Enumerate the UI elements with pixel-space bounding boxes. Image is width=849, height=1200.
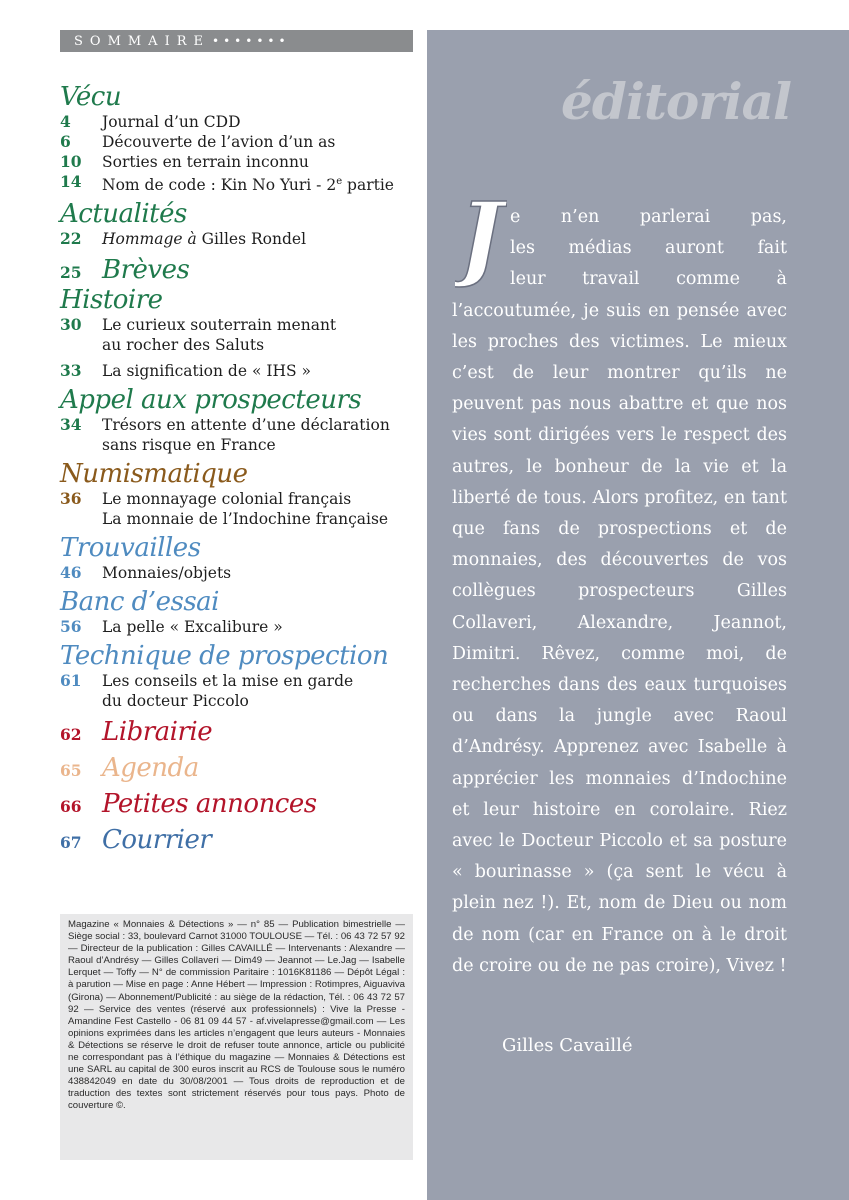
toc-entry[interactable] [60, 315, 420, 355]
section-title-agenda: Agenda [102, 753, 199, 784]
section-title-banc-essai[interactable]: Banc d’essai [60, 587, 219, 618]
entry-line: Les conseils et la mise en garde [102, 672, 354, 691]
section-banc-essai [60, 587, 420, 637]
editorial-panel [427, 30, 849, 1200]
section-title-actualites[interactable]: Actualités [60, 199, 187, 230]
page-number: 34 [60, 415, 82, 435]
imprint-box: Magazine « Monnaies & Détections » — n° 85 — Publication bimestrielle — Siège social : 33, boulevard Carnot 31000 TOULOUSE — Tél. : 06 43 72 57 92 — Directeur de la publication : Gilles CAVAILLÉ — Intervenants : Alexandre — Raoul d’Andrésy — Gilles Collaveri — Dim49 — Jeannot — Le.Jag — Isabelle Lerquet — Toffy — N° de commission Paritaire : 1016K81186 — Dépôt Légal : à parution — Mise en page : Anne Hébert — Impression : Rotimpres, Aiguaviva (Girona) — Abonnement/Publicité : au siège de la rédaction, Tél. : 06 43 72 57 92 — Service des ventes (réservé aux professionnels) : Vive la Presse - Amandine Fest Castello - 06 81 09 44 57 - af.vivelapresse@gmail.com — Les opinions exprimées dans les articles n’engagent que leurs auteurs - Monnaies & Détections se réserve le droit de refuser toute annonce, article ou publicité ne correspondant pas à l’éthique du magazine — Monnaies & Détections est une SARL au capital de 300 euros inscrit au RCS de Toulouse sous le numéro 438842049 en date du 30/08/2001 — Tous droits de reproduction et de traduction des textes sont strictement réservés pour tous pays. Photo de couverture ©. [60, 914, 413, 1160]
toc-entry[interactable] [60, 415, 420, 455]
toc-entry[interactable] [60, 489, 420, 529]
entry-title [102, 315, 420, 355]
section-title-numismatique[interactable]: Numismatique [60, 459, 248, 490]
section-trouvailles [60, 533, 420, 583]
section-title-breves: Brèves [102, 255, 190, 286]
toc-entry[interactable] [60, 361, 420, 381]
toc-entry[interactable] [60, 132, 420, 152]
toc-entry[interactable] [60, 152, 420, 172]
entry-title [102, 671, 420, 711]
section-numismatique [60, 459, 420, 529]
sommaire-header [60, 30, 413, 52]
sommaire-title: SOMMAIRE [74, 33, 210, 49]
page-number: 22 [60, 229, 82, 249]
entry-line: La monnaie de l’Indochine française [102, 510, 389, 529]
page-number: 66 [60, 797, 82, 817]
superscript: e [336, 176, 343, 187]
section-technique [60, 641, 420, 711]
entry-title [102, 229, 420, 249]
entry-title: La pelle « Excalibure » [102, 618, 283, 637]
section-title-courrier: Courrier [102, 825, 212, 856]
entry-line: au rocher des Saluts [102, 336, 265, 355]
entry-line: sans risque en France [102, 436, 276, 455]
page-number: 4 [60, 112, 71, 131]
toc-entry[interactable] [60, 172, 420, 195]
section-courrier[interactable] [60, 825, 420, 855]
entry-title [102, 172, 420, 195]
table-of-contents [60, 82, 420, 855]
page-number: 61 [60, 671, 82, 691]
page-number: 25 [60, 263, 82, 283]
entry-line: Trésors en attente d’une déclaration [102, 416, 390, 435]
section-vecu [60, 82, 420, 195]
section-breves[interactable] [60, 255, 420, 285]
toc-entry[interactable] [60, 112, 420, 132]
entry-title: Sorties en terrain inconnu [102, 153, 309, 171]
section-librairie[interactable] [60, 717, 420, 747]
editorial-line: e n’en parlerai pas, [510, 207, 787, 227]
page-number: 36 [60, 489, 82, 509]
section-title-appel[interactable]: Appel aux prospecteurs [60, 385, 362, 416]
editorial-signature: Gilles Cavaillé [502, 1035, 633, 1056]
section-actualites [60, 199, 420, 249]
page-number: 56 [60, 617, 82, 637]
sommaire-dots: ••••••• [212, 34, 290, 48]
toc-entry[interactable] [60, 229, 420, 249]
page-number: 10 [60, 152, 82, 171]
page-number: 46 [60, 563, 82, 583]
section-title-vecu[interactable]: Vécu [60, 82, 122, 112]
entry-line: Le monnayage colonial français [102, 490, 352, 509]
entry-title: Journal d’un CDD [102, 113, 241, 131]
section-title-petites-annonces: Petites annonces [102, 789, 317, 820]
page-number: 67 [60, 833, 82, 853]
entry-title-italic: Hommage à [102, 230, 197, 249]
entry-title-rest: Gilles Rondel [196, 230, 307, 249]
editorial-line: les médias auront fait [510, 238, 787, 259]
entry-title: La signification de « IHS » [102, 362, 312, 381]
page-number: 62 [60, 725, 82, 745]
toc-entry[interactable] [60, 671, 420, 711]
entry-title-after: partie [342, 176, 394, 195]
section-appel [60, 385, 420, 455]
page-number: 33 [60, 361, 82, 381]
section-title-librairie: Librairie [102, 717, 213, 748]
editorial-body [452, 202, 787, 982]
toc-entry[interactable] [60, 617, 420, 637]
entry-title: Découverte de l’avion d’un as [102, 133, 336, 151]
entry-title [102, 489, 420, 529]
page-number: 30 [60, 315, 82, 335]
section-title-trouvailles[interactable]: Trouvailles [60, 533, 201, 564]
section-histoire [60, 285, 420, 381]
section-petites-annonces[interactable] [60, 789, 420, 819]
entry-title [102, 415, 420, 455]
toc-entry[interactable] [60, 563, 420, 583]
page-number: 65 [60, 761, 82, 781]
section-agenda[interactable] [60, 753, 420, 783]
entry-title-main: Nom de code : Kin No Yuri - 2 [102, 176, 337, 195]
editorial-line: leur travail comme à [510, 269, 787, 290]
editorial-title: éditorial [561, 72, 791, 131]
entry-line: Le curieux souterrain menant [102, 316, 337, 335]
page-number: 6 [60, 132, 71, 151]
section-title-technique[interactable]: Technique de prospection [60, 641, 389, 672]
entry-title: Monnaies/objets [102, 564, 232, 583]
page-number: 14 [60, 172, 82, 191]
entry-line: du docteur Piccolo [102, 692, 249, 711]
editorial-paragraph: l’accoutumée, je suis en pensée avec les proches des victimes. Le mieux c’est de leur montrer qu’ils ne peuvent pas nous abattre et que nos vies sont dirigées vers le respect des autres, le bonheur de la vie et la liberté de tous. Alors profitez, en tant que fans de prospections et de monnaies, des découvertes de vos collègues prospecteurs Gilles Collaveri, Alexandre, Jeannot, Dimitri. Rêvez, comme moi, de recherches dans des eaux turquoises ou dans la jungle avec Raoul d’Andrésy. Apprenez avec Isabelle à apprécier les monnaies d’Indochine et leur histoire en corolaire. Riez avec le Docteur Piccolo et sa posture « bourinasse » (ça sent le vécu à plein nez !). Et, nom de Dieu ou nom de nom (car en France on à le droit de croire ou de ne pas croire), Vivez ! [452, 300, 787, 976]
section-title-histoire[interactable]: Histoire [60, 285, 163, 316]
dropcap-glyph: J [459, 188, 503, 288]
